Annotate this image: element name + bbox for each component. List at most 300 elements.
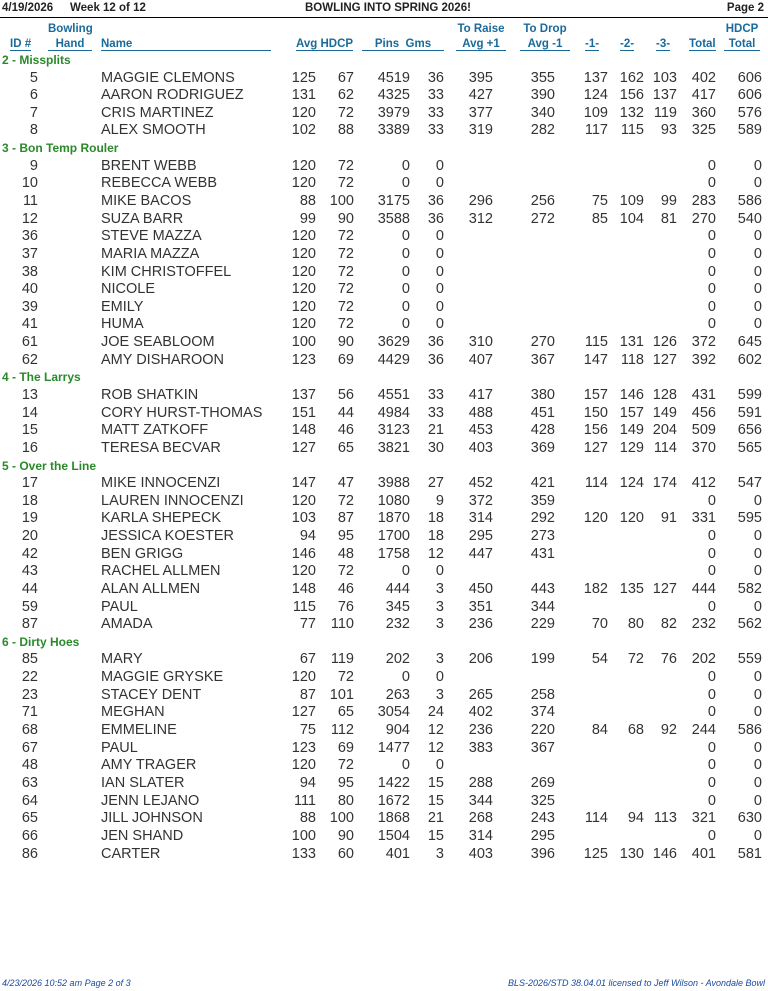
bowler-game-2: 129 [619, 439, 644, 456]
bowler-hdcp-total: 0 [753, 669, 762, 685]
bowler-id: 39 [21, 298, 38, 315]
bowler-games: 3 [435, 616, 444, 633]
bowler-to-drop: 367 [530, 351, 555, 368]
table-row [0, 599, 768, 617]
bowler-game-1: 54 [591, 651, 608, 668]
bowler-name: MATT ZATKOFF [101, 422, 209, 439]
bowler-to-drop: 367 [530, 739, 555, 756]
bowler-name: MEGHAN [101, 704, 165, 721]
bowler-games: 3 [435, 598, 444, 615]
bowler-hdcp: 72 [337, 563, 354, 580]
bowler-hdcp-total: 0 [753, 228, 762, 245]
bowler-total: 417 [691, 87, 716, 104]
col-to-drop-sub: Avg -1 [520, 38, 570, 51]
table-row [0, 810, 768, 828]
bowler-games: 0 [435, 316, 444, 333]
bowler-name: AARON RODRIGUEZ [101, 87, 244, 104]
bowler-hdcp: 100 [329, 192, 354, 209]
bowler-avg: 102 [291, 122, 316, 139]
bowler-game-2: 132 [619, 104, 644, 121]
bowler-game-1: 150 [583, 404, 608, 421]
bowler-name: JILL JOHNSON [101, 810, 203, 827]
bowler-hdcp: 56 [337, 386, 354, 403]
bowler-avg: 120 [291, 157, 316, 174]
bowler-to-drop: 270 [530, 334, 555, 351]
bowler-game-1: 157 [583, 386, 608, 403]
bowler-hdcp: 44 [337, 404, 354, 421]
bowler-to-drop: 396 [530, 845, 555, 862]
col-name: Name [101, 38, 271, 51]
col-id: ID # [10, 38, 32, 50]
bowler-id: 41 [21, 316, 38, 333]
bowler-hdcp-total: 0 [753, 563, 762, 580]
bowler-total: 202 [691, 651, 716, 668]
bowler-hdcp-total: 559 [737, 651, 762, 668]
bowler-avg: 120 [291, 263, 316, 280]
bowler-game-2: 115 [620, 122, 644, 139]
team-header: 3 - Bon Temp Rouler [2, 141, 119, 156]
bowler-game-2: 157 [619, 404, 644, 421]
bowler-to-drop: 443 [530, 580, 555, 597]
bowler-to-drop: 229 [530, 616, 555, 633]
bowler-name: AMY TRAGER [101, 757, 197, 774]
bowler-pins: 0 [401, 228, 410, 245]
bowler-to-raise: 319 [468, 122, 493, 139]
bowler-game-1: 147 [583, 351, 608, 368]
table-row [0, 528, 768, 546]
bowler-hdcp-total: 0 [753, 263, 762, 280]
bowler-avg: 120 [291, 104, 316, 121]
bowler-hdcp-total: 576 [737, 104, 762, 121]
table-row [0, 669, 768, 687]
bowler-name: ALEX SMOOTH [101, 122, 206, 139]
bowler-game-2: 68 [627, 721, 644, 738]
table-row [0, 704, 768, 722]
bowler-game-2: 109 [619, 192, 644, 209]
bowler-hdcp: 112 [330, 721, 354, 738]
bowler-hdcp-total: 0 [753, 175, 762, 192]
bowler-to-raise: 344 [468, 792, 493, 809]
bowler-games: 3 [435, 845, 444, 862]
bowler-hdcp: 95 [337, 774, 354, 791]
bowler-game-2: 156 [619, 87, 644, 104]
bowler-to-raise: 450 [468, 580, 493, 597]
bowler-games: 9 [435, 492, 444, 509]
team-header: 6 - Dirty Hoes [2, 634, 80, 649]
bowler-id: 14 [21, 404, 38, 421]
bowler-games: 33 [427, 386, 444, 403]
bowler-game-3: 137 [652, 87, 677, 104]
table-row [0, 581, 768, 599]
bowler-game-1: 117 [584, 122, 608, 139]
table-row [0, 228, 768, 246]
footer-license: BLS-2026/STD 38.04.01 licensed to Jeff Wilson - Avondale Bowl [507, 978, 765, 988]
bowler-total: 372 [691, 334, 716, 351]
bowler-name: PAUL [101, 598, 138, 615]
bowler-game-3: 149 [652, 404, 677, 421]
table-row [0, 105, 768, 123]
bowler-hdcp-total: 0 [753, 492, 762, 509]
report-header [0, 0, 768, 18]
bowler-pins: 3988 [377, 475, 410, 491]
bowler-to-raise: 417 [468, 386, 493, 403]
bowler-total: 232 [691, 616, 716, 633]
bowler-pins: 202 [385, 651, 410, 668]
bowler-hdcp: 72 [337, 757, 354, 774]
bowler-to-drop: 451 [530, 404, 555, 421]
bowler-games: 36 [427, 210, 444, 227]
bowler-pins: 0 [401, 281, 410, 298]
table-row [0, 387, 768, 405]
bowler-avg: 87 [299, 686, 316, 703]
bowler-pins: 401 [385, 845, 410, 862]
bowler-total: 0 [707, 704, 716, 721]
table-row [0, 740, 768, 758]
bowler-total: 0 [707, 527, 716, 544]
col-to-drop: To Drop [523, 23, 567, 35]
bowler-name: ROB SHATKIN [101, 386, 199, 403]
bowler-avg: 115 [292, 598, 316, 615]
col-avg-hdcp: Avg HDCP [296, 38, 354, 50]
bowler-hdcp: 72 [337, 104, 354, 121]
bowler-avg: 100 [291, 827, 316, 844]
bowler-name: CORY HURST-THOMAS [101, 404, 263, 421]
bowler-hdcp: 95 [337, 527, 354, 544]
bowler-id: 15 [21, 422, 38, 439]
bowler-pins: 1422 [377, 774, 410, 791]
bowler-to-drop: 273 [530, 527, 555, 544]
bowler-avg: 127 [291, 439, 316, 456]
bowler-total: 0 [707, 298, 716, 315]
bowler-hdcp: 90 [337, 210, 354, 227]
bowler-to-raise: 236 [468, 721, 493, 738]
bowler-id: 12 [21, 210, 38, 227]
bowler-avg: 120 [291, 228, 316, 245]
bowler-id: 17 [21, 475, 38, 491]
bowler-to-raise: 351 [468, 598, 493, 615]
bowler-games: 36 [427, 351, 444, 368]
bowler-id: 18 [21, 492, 38, 509]
bowler-hdcp-total: 562 [737, 616, 762, 633]
bowler-games: 36 [427, 192, 444, 209]
bowler-to-drop: 269 [530, 774, 555, 791]
bowler-games: 36 [427, 69, 444, 86]
bowler-hdcp: 60 [337, 845, 354, 862]
bowler-total: 0 [707, 598, 716, 615]
bowler-games: 33 [427, 104, 444, 121]
bowler-id: 68 [21, 721, 38, 738]
bowler-hdcp-total: 582 [737, 580, 762, 597]
bowler-id: 16 [21, 439, 38, 456]
bowler-name: AMADA [101, 616, 153, 633]
bowler-id: 66 [21, 827, 38, 844]
bowler-to-raise: 314 [468, 827, 493, 844]
bowler-game-1: 75 [591, 192, 608, 209]
bowler-to-drop: 272 [530, 210, 555, 227]
col-game-3: -3- [656, 38, 671, 50]
bowler-name: MIKE INNOCENZI [101, 475, 221, 491]
bowler-total: 360 [691, 104, 716, 121]
bowler-name: JEN SHAND [101, 827, 184, 844]
bowler-pins: 3979 [377, 104, 410, 121]
bowler-to-raise: 407 [468, 351, 493, 368]
bowler-hdcp: 72 [337, 228, 354, 245]
bowler-games: 3 [435, 686, 444, 703]
bowler-id: 44 [21, 580, 38, 597]
bowler-to-drop: 380 [530, 386, 555, 403]
bowler-game-1: 137 [583, 69, 608, 86]
bowler-games: 0 [435, 281, 444, 298]
bowler-to-drop: 421 [530, 475, 555, 491]
col-game-1: -1- [585, 38, 600, 50]
bowler-to-raise: 372 [468, 492, 493, 509]
bowler-total: 270 [691, 210, 716, 227]
bowler-to-raise: 383 [468, 739, 493, 756]
bowler-to-drop: 359 [530, 492, 555, 509]
bowler-games: 24 [427, 704, 444, 721]
col-hdcp-total: Total [724, 38, 760, 51]
bowler-pins: 1080 [377, 492, 410, 509]
bowler-game-3: 93 [660, 122, 677, 139]
bowler-hdcp: 76 [337, 598, 354, 615]
table-row [0, 334, 768, 352]
bowler-total: 283 [691, 192, 716, 209]
bowler-hdcp: 72 [337, 263, 354, 280]
bowler-pins: 0 [401, 157, 410, 174]
table-row [0, 70, 768, 88]
bowler-to-raise: 453 [468, 422, 493, 439]
bowler-hdcp: 90 [337, 827, 354, 844]
table-row [0, 793, 768, 811]
bowler-games: 3 [435, 580, 444, 597]
bowler-to-drop: 220 [530, 721, 555, 738]
bowler-hdcp-total: 0 [753, 704, 762, 721]
bowler-to-raise: 377 [468, 104, 493, 121]
table-row [0, 546, 768, 564]
bowler-pins: 0 [401, 669, 410, 685]
bowler-to-drop: 256 [530, 192, 555, 209]
bowler-total: 0 [707, 545, 716, 562]
bowler-hdcp: 62 [337, 87, 354, 104]
bowler-avg: 77 [299, 616, 316, 633]
bowler-hdcp-total: 0 [753, 739, 762, 756]
bowler-total: 509 [691, 422, 716, 439]
bowler-avg: 120 [291, 757, 316, 774]
bowler-pins: 444 [385, 580, 410, 597]
bowler-hdcp-total: 0 [753, 792, 762, 809]
bowler-total: 0 [707, 563, 716, 580]
bowler-to-drop: 243 [530, 810, 555, 827]
table-row [0, 775, 768, 793]
bowler-hdcp-total: 0 [753, 545, 762, 562]
bowler-name: MARY [101, 651, 143, 668]
bowler-games: 0 [435, 263, 444, 280]
bowler-game-2: 130 [619, 845, 644, 862]
bowler-name: JENN LEJANO [101, 792, 200, 809]
table-row [0, 405, 768, 423]
bowler-game-3: 82 [660, 616, 677, 633]
bowler-pins: 4325 [377, 87, 410, 104]
bowler-name: ALAN ALLMEN [101, 580, 201, 597]
bowler-games: 21 [427, 810, 444, 827]
bowler-avg: 148 [291, 580, 316, 597]
table-row [0, 281, 768, 299]
bowler-hdcp: 65 [337, 439, 354, 456]
bowler-hdcp-total: 0 [753, 757, 762, 774]
bowler-games: 36 [427, 334, 444, 351]
bowler-game-2: 146 [619, 386, 644, 403]
bowler-total: 444 [691, 580, 716, 597]
bowler-id: 7 [29, 104, 38, 121]
table-row [0, 510, 768, 528]
bowler-hdcp-total: 589 [737, 122, 762, 139]
bowler-hdcp-total: 0 [753, 527, 762, 544]
bowler-hdcp: 72 [337, 316, 354, 333]
bowler-games: 15 [427, 827, 444, 844]
bowler-to-raise: 288 [468, 774, 493, 791]
bowler-total: 431 [691, 386, 716, 403]
report-week: Week 12 of 12 [70, 2, 146, 14]
bowler-hdcp-total: 0 [753, 827, 762, 844]
bowler-to-raise: 447 [468, 545, 493, 562]
bowler-pins: 1504 [377, 827, 410, 844]
bowler-games: 15 [427, 792, 444, 809]
bowler-name: BRENT WEBB [101, 157, 197, 174]
bowler-id: 63 [21, 774, 38, 791]
table-row [0, 687, 768, 705]
bowler-name: SUZA BARR [101, 210, 184, 227]
bowler-pins: 1868 [377, 810, 410, 827]
bowler-game-3: 127 [652, 351, 677, 368]
report-date: 4/19/2026 [2, 2, 54, 14]
bowler-hdcp: 65 [337, 704, 354, 721]
bowler-to-drop: 325 [530, 792, 555, 809]
bowler-game-1: 156 [583, 422, 608, 439]
bowler-hdcp: 72 [337, 492, 354, 509]
bowler-game-3: 76 [660, 651, 677, 668]
bowler-id: 5 [29, 69, 38, 86]
bowler-total: 0 [707, 686, 716, 703]
bowler-game-2: 94 [627, 810, 644, 827]
bowler-hdcp: 119 [330, 651, 354, 668]
bowler-pins: 0 [401, 298, 410, 315]
bowler-game-3: 81 [660, 210, 677, 227]
bowler-total: 370 [691, 439, 716, 456]
bowler-hdcp-total: 599 [737, 386, 762, 403]
bowler-id: 67 [21, 739, 38, 756]
bowler-avg: 88 [299, 810, 316, 827]
bowler-name: MAGGIE GRYSKE [101, 669, 224, 685]
bowler-avg: 120 [291, 563, 316, 580]
bowler-pins: 3054 [377, 704, 410, 721]
col-total: Total [689, 38, 716, 50]
bowler-avg: 88 [299, 192, 316, 209]
bowler-game-3: 113 [653, 810, 677, 827]
team-header: 5 - Over the Line [2, 458, 97, 473]
col-game-2: -2- [620, 38, 635, 50]
bowler-game-1: 70 [591, 616, 608, 633]
bowler-hdcp: 69 [337, 739, 354, 756]
bowler-avg: 127 [291, 704, 316, 721]
bowler-pins: 4551 [377, 386, 410, 403]
bowler-hdcp-total: 0 [753, 298, 762, 315]
bowler-hdcp-total: 602 [737, 351, 762, 368]
bowler-to-raise: 295 [468, 527, 493, 544]
bowler-avg: 151 [291, 404, 316, 421]
bowler-total: 0 [707, 492, 716, 509]
bowler-avg: 133 [291, 845, 316, 862]
bowler-total: 0 [707, 792, 716, 809]
bowler-to-drop: 258 [530, 686, 555, 703]
bowler-id: 22 [21, 669, 38, 685]
bowler-name: TERESA BECVAR [101, 439, 221, 456]
bowler-id: 85 [21, 651, 38, 668]
bowler-pins: 3175 [377, 192, 410, 209]
bowler-hdcp-total: 0 [753, 245, 762, 262]
bowler-pins: 263 [385, 686, 410, 703]
bowler-to-drop: 369 [530, 439, 555, 456]
bowler-hdcp-total: 540 [737, 210, 762, 227]
bowler-hdcp-total: 645 [737, 334, 762, 351]
bowler-game-1: 125 [583, 845, 608, 862]
col-pins-gms: Pins Gms [362, 38, 444, 51]
bowler-total: 0 [707, 757, 716, 774]
bowler-total: 0 [707, 175, 716, 192]
bowler-pins: 0 [401, 175, 410, 192]
bowler-game-2: 135 [619, 580, 644, 597]
bowler-total: 0 [707, 739, 716, 756]
bowler-id: 48 [21, 757, 38, 774]
bowler-name: EMMELINE [101, 721, 177, 738]
bowler-pins: 4429 [377, 351, 410, 368]
bowler-pins: 3629 [377, 334, 410, 351]
table-row [0, 757, 768, 775]
table-row [0, 352, 768, 370]
bowler-hdcp: 72 [337, 175, 354, 192]
bowler-pins: 345 [385, 598, 410, 615]
bowler-to-drop: 344 [530, 598, 555, 615]
bowler-hdcp: 72 [337, 245, 354, 262]
table-row [0, 193, 768, 211]
bowler-hdcp: 46 [337, 422, 354, 439]
bowler-hdcp-total: 547 [737, 475, 762, 491]
bowler-id: 9 [29, 157, 38, 174]
bowler-game-3: 92 [660, 721, 677, 738]
bowler-games: 3 [435, 651, 444, 668]
bowler-game-3: 204 [652, 422, 677, 439]
bowler-game-2: 104 [619, 210, 644, 227]
bowler-game-3: 146 [652, 845, 677, 862]
bowler-total: 0 [707, 157, 716, 174]
bowler-games: 27 [427, 475, 444, 491]
bowler-id: 86 [21, 845, 38, 862]
bowler-name: MARIA MAZZA [101, 245, 200, 262]
bowler-to-drop: 292 [530, 510, 555, 527]
bowler-avg: 120 [291, 175, 316, 192]
bowler-game-3: 126 [652, 334, 677, 351]
bowler-hdcp: 90 [337, 334, 354, 351]
table-row [0, 440, 768, 458]
footer-timestamp: 4/23/2026 10:52 am Page 2 of 3 [2, 978, 131, 988]
bowler-name: JESSICA KOESTER [101, 527, 234, 544]
bowler-to-raise: 427 [468, 87, 493, 104]
bowler-total: 402 [691, 69, 716, 86]
bowler-name: NICOLE [101, 281, 155, 298]
bowler-games: 12 [427, 721, 444, 738]
table-row [0, 651, 768, 669]
bowler-total: 0 [707, 774, 716, 791]
bowler-total: 0 [707, 263, 716, 280]
